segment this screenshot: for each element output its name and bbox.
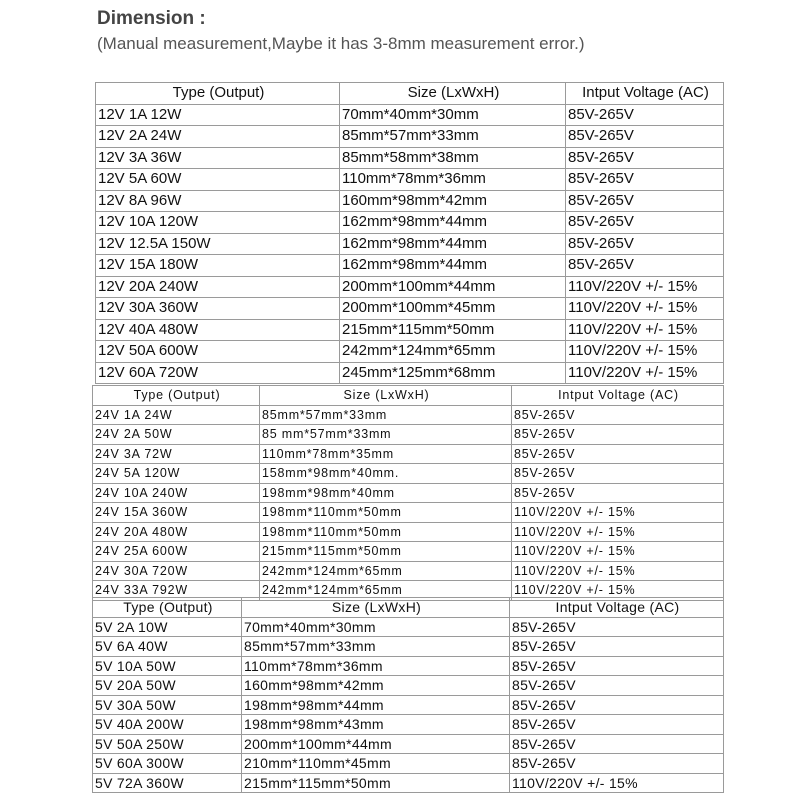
cell-type-output: 5V 20A 50W xyxy=(93,676,242,696)
cell-size: 85mm*58mm*38mm xyxy=(340,147,566,169)
cell-type-output: 12V 2A 24W xyxy=(96,126,340,148)
table-row xyxy=(96,362,724,384)
cell-size: 245mm*125mm*68mm xyxy=(340,362,566,384)
cell-type-output: 5V 6A 40W xyxy=(93,637,242,657)
table-row xyxy=(96,233,724,255)
cell-input-voltage: 85V-265V xyxy=(510,734,724,754)
cell-type-output: 12V 1A 12W xyxy=(96,104,340,126)
table-row xyxy=(96,126,724,148)
table-row xyxy=(96,276,724,298)
table-row xyxy=(96,319,724,341)
cell-type-output: 24V 5A 120W xyxy=(93,464,260,484)
table-row xyxy=(93,405,724,425)
table-row xyxy=(93,734,724,754)
table-row xyxy=(96,147,724,169)
cell-size: 158mm*98mm*40mm. xyxy=(260,464,512,484)
cell-type-output: 24V 2A 50W xyxy=(93,425,260,445)
cell-size: 198mm*98mm*40mm xyxy=(260,483,512,503)
cell-size: 200mm*100mm*44mm xyxy=(242,734,510,754)
cell-input-voltage: 110V/220V +/- 15% xyxy=(512,542,724,562)
table-row xyxy=(93,773,724,793)
column-header-size: Size (LxWxH) xyxy=(242,598,510,618)
cell-input-voltage: 110V/220V +/- 15% xyxy=(512,503,724,523)
cell-type-output: 5V 50A 250W xyxy=(93,734,242,754)
cell-size: 160mm*98mm*42mm xyxy=(340,190,566,212)
column-header-type-output: Type (Output) xyxy=(96,83,340,105)
table-row xyxy=(96,341,724,363)
cell-size: 242mm*124mm*65mm xyxy=(340,341,566,363)
measurement-note: (Manual measurement,Maybe it has 3-8mm measurement error.) xyxy=(97,34,585,53)
cell-type-output: 12V 30A 360W xyxy=(96,298,340,320)
column-header-type-output: Type (Output) xyxy=(93,598,242,618)
cell-size: 160mm*98mm*42mm xyxy=(242,676,510,696)
cell-type-output: 12V 12.5A 150W xyxy=(96,233,340,255)
cell-type-output: 5V 2A 10W xyxy=(93,617,242,637)
cell-type-output: 24V 30A 720W xyxy=(93,561,260,581)
table-row xyxy=(96,169,724,191)
cell-input-voltage: 110V/220V +/- 15% xyxy=(512,522,724,542)
table-row xyxy=(93,617,724,637)
cell-size: 210mm*110mm*45mm xyxy=(242,754,510,774)
table-row xyxy=(96,190,724,212)
cell-input-voltage: 85V-265V xyxy=(566,255,724,277)
column-header-input-voltage: Intput Voltage (AC) xyxy=(510,598,724,618)
cell-type-output: 12V 50A 600W xyxy=(96,341,340,363)
cell-size: 215mm*115mm*50mm xyxy=(242,773,510,793)
table-header-row xyxy=(93,598,724,618)
table-row xyxy=(93,483,724,503)
cell-size: 70mm*40mm*30mm xyxy=(340,104,566,126)
cell-input-voltage: 85V-265V xyxy=(510,617,724,637)
cell-type-output: 5V 30A 50W xyxy=(93,695,242,715)
table-5v xyxy=(92,597,724,793)
cell-type-output: 12V 20A 240W xyxy=(96,276,340,298)
cell-input-voltage: 85V-265V xyxy=(566,233,724,255)
cell-input-voltage: 85V-265V xyxy=(566,147,724,169)
cell-type-output: 24V 1A 24W xyxy=(93,405,260,425)
cell-input-voltage: 110V/220V +/- 15% xyxy=(566,362,724,384)
cell-type-output: 5V 10A 50W xyxy=(93,656,242,676)
cell-size: 85 mm*57mm*33mm xyxy=(260,425,512,445)
cell-size: 85mm*57mm*33mm xyxy=(340,126,566,148)
cell-type-output: 24V 10A 240W xyxy=(93,483,260,503)
table-row xyxy=(93,522,724,542)
table-row xyxy=(93,695,724,715)
table-row xyxy=(93,503,724,523)
cell-size: 162mm*98mm*44mm xyxy=(340,255,566,277)
cell-size: 70mm*40mm*30mm xyxy=(242,617,510,637)
table-header-row xyxy=(93,386,724,406)
table-row xyxy=(93,444,724,464)
cell-size: 198mm*98mm*43mm xyxy=(242,715,510,735)
cell-input-voltage: 85V-265V xyxy=(566,212,724,234)
cell-input-voltage: 85V-265V xyxy=(510,754,724,774)
cell-size: 198mm*110mm*50mm xyxy=(260,503,512,523)
cell-input-voltage: 85V-265V xyxy=(510,676,724,696)
cell-type-output: 12V 60A 720W xyxy=(96,362,340,384)
cell-input-voltage: 110V/220V +/- 15% xyxy=(512,581,724,601)
table-row xyxy=(93,561,724,581)
cell-input-voltage: 85V-265V xyxy=(566,126,724,148)
column-header-size: Size (LxWxH) xyxy=(260,386,512,406)
table-row xyxy=(96,212,724,234)
cell-input-voltage: 85V-265V xyxy=(512,483,724,503)
cell-input-voltage: 110V/220V +/- 15% xyxy=(510,773,724,793)
table-row xyxy=(93,676,724,696)
cell-type-output: 12V 8A 96W xyxy=(96,190,340,212)
table-row xyxy=(96,104,724,126)
cell-input-voltage: 85V-265V xyxy=(566,190,724,212)
column-header-input-voltage: Intput Voltage (AC) xyxy=(512,386,724,406)
table-row xyxy=(93,715,724,735)
column-header-input-voltage: Intput Voltage (AC) xyxy=(566,83,724,105)
table-row xyxy=(93,542,724,562)
cell-input-voltage: 85V-265V xyxy=(566,104,724,126)
cell-type-output: 24V 25A 600W xyxy=(93,542,260,562)
cell-size: 110mm*78mm*35mm xyxy=(260,444,512,464)
cell-type-output: 12V 40A 480W xyxy=(96,319,340,341)
table-row xyxy=(96,255,724,277)
cell-size: 198mm*98mm*44mm xyxy=(242,695,510,715)
cell-input-voltage: 85V-265V xyxy=(512,464,724,484)
cell-type-output: 24V 15A 360W xyxy=(93,503,260,523)
cell-type-output: 12V 10A 120W xyxy=(96,212,340,234)
column-header-size: Size (LxWxH) xyxy=(340,83,566,105)
cell-input-voltage: 85V-265V xyxy=(510,695,724,715)
cell-type-output: 24V 20A 480W xyxy=(93,522,260,542)
cell-input-voltage: 85V-265V xyxy=(510,656,724,676)
column-header-type-output: Type (Output) xyxy=(93,386,260,406)
cell-size: 162mm*98mm*44mm xyxy=(340,212,566,234)
cell-size: 215mm*115mm*50mm xyxy=(340,319,566,341)
cell-input-voltage: 85V-265V xyxy=(566,169,724,191)
dimension-title: Dimension : xyxy=(97,8,206,29)
cell-input-voltage: 110V/220V +/- 15% xyxy=(566,276,724,298)
cell-size: 110mm*78mm*36mm xyxy=(242,656,510,676)
cell-size: 110mm*78mm*36mm xyxy=(340,169,566,191)
cell-size: 242mm*124mm*65mm xyxy=(260,581,512,601)
cell-input-voltage: 85V-265V xyxy=(512,405,724,425)
cell-size: 200mm*100mm*44mm xyxy=(340,276,566,298)
cell-type-output: 12V 15A 180W xyxy=(96,255,340,277)
table-header-row xyxy=(96,83,724,105)
cell-type-output: 5V 72A 360W xyxy=(93,773,242,793)
cell-input-voltage: 110V/220V +/- 15% xyxy=(566,341,724,363)
table-row xyxy=(93,637,724,657)
cell-input-voltage: 110V/220V +/- 15% xyxy=(566,319,724,341)
cell-type-output: 12V 3A 36W xyxy=(96,147,340,169)
cell-type-output: 24V 33A 792W xyxy=(93,581,260,601)
cell-type-output: 12V 5A 60W xyxy=(96,169,340,191)
cell-size: 85mm*57mm*33mm xyxy=(242,637,510,657)
cell-size: 198mm*110mm*50mm xyxy=(260,522,512,542)
table-row xyxy=(93,464,724,484)
table-row xyxy=(93,656,724,676)
cell-input-voltage: 85V-265V xyxy=(512,444,724,464)
cell-type-output: 5V 60A 300W xyxy=(93,754,242,774)
table-row xyxy=(96,298,724,320)
cell-size: 162mm*98mm*44mm xyxy=(340,233,566,255)
table-row xyxy=(93,754,724,774)
table-12v xyxy=(95,82,724,384)
cell-input-voltage: 110V/220V +/- 15% xyxy=(566,298,724,320)
cell-size: 85mm*57mm*33mm xyxy=(260,405,512,425)
cell-input-voltage: 110V/220V +/- 15% xyxy=(512,561,724,581)
cell-type-output: 5V 40A 200W xyxy=(93,715,242,735)
cell-size: 215mm*115mm*50mm xyxy=(260,542,512,562)
table-row xyxy=(93,425,724,445)
table-24v xyxy=(92,385,724,601)
cell-size: 200mm*100mm*45mm xyxy=(340,298,566,320)
cell-type-output: 24V 3A 72W xyxy=(93,444,260,464)
cell-size: 242mm*124mm*65mm xyxy=(260,561,512,581)
cell-input-voltage: 85V-265V xyxy=(510,637,724,657)
cell-input-voltage: 85V-265V xyxy=(510,715,724,735)
cell-input-voltage: 85V-265V xyxy=(512,425,724,445)
